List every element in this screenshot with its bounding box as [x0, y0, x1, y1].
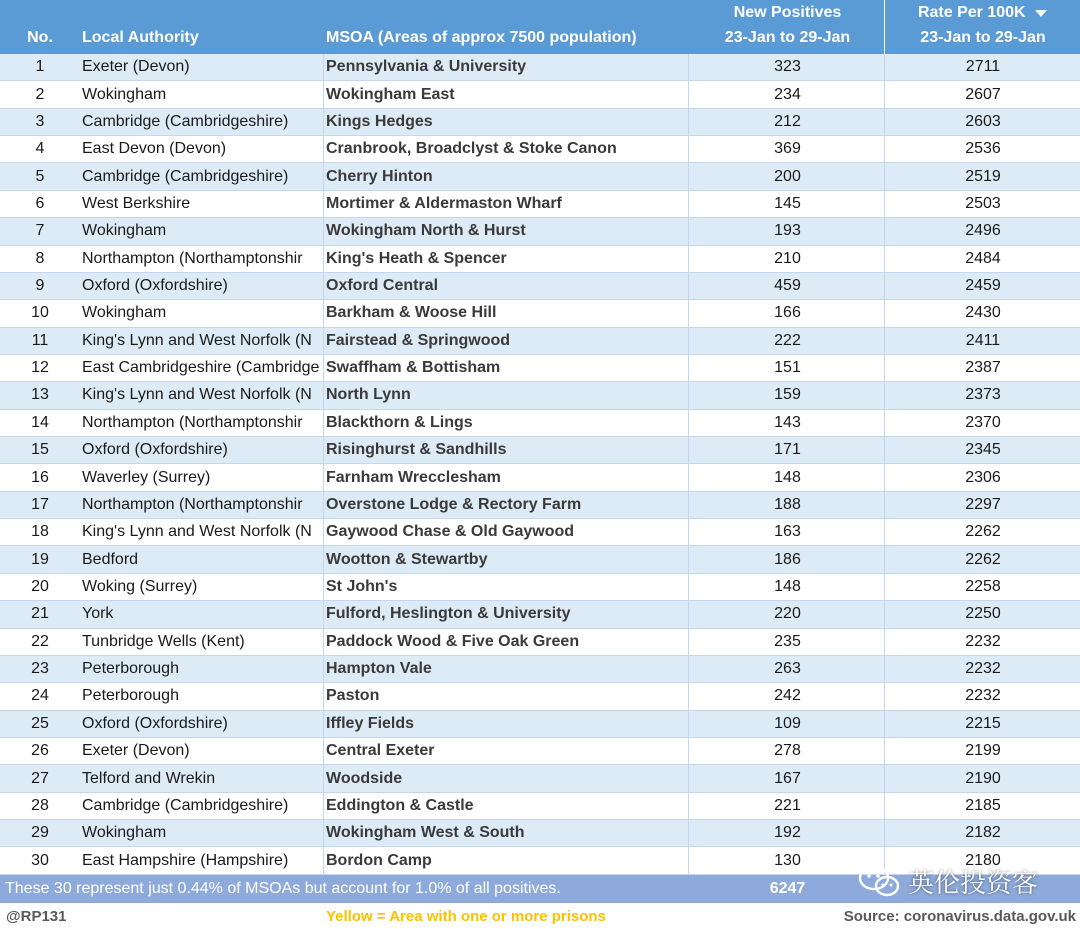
column-divider: [884, 54, 885, 80]
table-row: [0, 328, 1080, 355]
column-divider: [884, 355, 885, 381]
cell-rate: 2345: [965, 441, 1001, 459]
cell-new-positives: 459: [774, 277, 801, 295]
cell-no: 27: [31, 769, 49, 787]
cell-local-authority: Bedford: [82, 550, 139, 568]
cell-msoa: Oxford Central: [326, 277, 439, 295]
cell-rate: 2180: [965, 851, 1001, 869]
header-msoa: MSOA (Areas of approx 7500 population): [326, 29, 637, 46]
cell-no: 10: [31, 304, 49, 322]
cell-new-positives: 212: [774, 112, 801, 130]
column-divider: [688, 273, 689, 299]
column-divider: [688, 656, 689, 682]
table-row: [0, 246, 1080, 273]
cell-msoa: Wootton & Stewartby: [326, 550, 488, 568]
column-divider: [688, 683, 689, 709]
cell-new-positives: 193: [774, 222, 801, 240]
footer: [0, 903, 1080, 929]
cell-msoa: Overstone Lodge & Rectory Farm: [326, 495, 582, 513]
column-divider: [688, 601, 689, 627]
table-row: [0, 711, 1080, 738]
header-local-authority: Local Authority: [82, 29, 199, 46]
cell-new-positives: 166: [774, 304, 801, 322]
cell-new-positives: 369: [774, 140, 801, 158]
column-divider: [323, 218, 324, 244]
column-divider: [688, 738, 689, 764]
column-divider: [884, 410, 885, 436]
column-divider: [323, 656, 324, 682]
cell-no: 11: [31, 331, 49, 349]
column-divider: [688, 437, 689, 463]
cell-new-positives: 278: [774, 742, 801, 760]
column-divider: [323, 574, 324, 600]
column-divider: [323, 464, 324, 490]
column-divider: [884, 300, 885, 326]
cell-msoa: North Lynn: [326, 386, 411, 404]
column-divider: [323, 163, 324, 189]
column-divider: [323, 793, 324, 819]
table-row: [0, 546, 1080, 573]
column-divider: [323, 437, 324, 463]
column-divider: [688, 492, 689, 518]
cell-local-authority: Telford and Wrekin: [82, 769, 216, 787]
cell-rate: 2258: [965, 578, 1001, 595]
table-header: [0, 0, 1080, 54]
column-divider: [884, 273, 885, 299]
cell-new-positives: 263: [774, 660, 801, 678]
table-row: [0, 218, 1080, 245]
cell-new-positives: 148: [774, 578, 801, 595]
table-row: [0, 300, 1080, 327]
column-divider: [323, 683, 324, 709]
cell-rate: 2536: [965, 140, 1001, 158]
column-divider: [688, 847, 689, 873]
cell-local-authority: Peterborough: [82, 660, 179, 678]
column-divider: [688, 546, 689, 572]
cell-no: 21: [31, 605, 49, 623]
cell-no: 7: [35, 222, 45, 240]
cell-new-positives: 235: [774, 632, 801, 650]
cell-local-authority: Exeter (Devon): [82, 58, 190, 76]
cell-rate: 2262: [965, 550, 1001, 568]
column-divider: [884, 793, 885, 819]
cell-rate: 2199: [965, 742, 1001, 760]
column-divider: [688, 793, 689, 819]
cell-local-authority: Peterborough: [82, 687, 179, 705]
cell-local-authority: Wokingham: [82, 85, 167, 103]
cell-msoa: Cherry Hinton: [326, 167, 433, 185]
table-row: [0, 629, 1080, 656]
cell-rate: 2430: [965, 304, 1001, 322]
column-divider: [884, 464, 885, 490]
table-row: [0, 191, 1080, 218]
cell-no: 23: [31, 660, 49, 678]
cell-rate: 2373: [965, 386, 1001, 404]
cell-no: 14: [31, 413, 49, 431]
cell-no: 6: [35, 194, 45, 212]
cell-msoa: Risinghurst & Sandhills: [326, 441, 507, 459]
cell-rate: 2190: [965, 769, 1001, 787]
table-row: [0, 54, 1080, 81]
cell-rate: 2297: [965, 495, 1001, 513]
cell-local-authority: Cambridge (Cambridgeshire): [82, 112, 289, 130]
column-divider: [884, 246, 885, 272]
cell-new-positives: 145: [774, 194, 801, 212]
column-divider: [884, 546, 885, 572]
table-row: [0, 355, 1080, 382]
column-divider: [884, 601, 885, 627]
cell-local-authority: Exeter (Devon): [82, 742, 190, 760]
cell-msoa: King's Heath & Spencer: [326, 249, 507, 267]
data-source: Source: coronavirus.data.gov.uk: [843, 907, 1076, 925]
cell-new-positives: 186: [774, 550, 801, 568]
column-divider: [688, 355, 689, 381]
column-divider: [323, 273, 324, 299]
cell-msoa: Cranbrook, Broadclyst & Stoke Canon: [326, 140, 617, 158]
column-divider: [884, 163, 885, 189]
column-divider: [323, 410, 324, 436]
cell-no: 26: [31, 742, 49, 760]
cell-no: 29: [31, 824, 49, 842]
cell-no: 9: [35, 277, 45, 295]
table-body: [0, 54, 1080, 875]
table-row: [0, 464, 1080, 491]
table-row: [0, 109, 1080, 136]
column-divider: [884, 820, 885, 846]
column-divider: [323, 382, 324, 408]
column-divider: [688, 191, 689, 217]
cell-no: 28: [31, 796, 49, 814]
column-divider: [884, 629, 885, 655]
cell-new-positives: 323: [774, 58, 801, 76]
cell-new-positives: 163: [774, 523, 801, 541]
cell-new-positives: 151: [774, 359, 801, 377]
cell-rate: 2711: [965, 58, 1001, 76]
column-divider: [884, 765, 885, 791]
cell-rate: 2603: [965, 112, 1001, 130]
cell-no: 18: [31, 523, 49, 541]
column-divider: [884, 81, 885, 107]
table-row: [0, 574, 1080, 601]
cell-new-positives: 200: [774, 167, 801, 185]
cell-rate: 2232: [965, 687, 1001, 705]
cell-local-authority: Wokingham: [82, 222, 167, 240]
cell-local-authority: Oxford (Oxfordshire): [82, 277, 228, 295]
header-new-positives-dates: 23-Jan to 29-Jan: [724, 29, 851, 46]
column-divider: [323, 300, 324, 326]
cell-msoa: Central Exeter: [326, 742, 435, 760]
header-rate-title[interactable]: [886, 4, 1080, 22]
cell-local-authority: Woking (Surrey): [82, 578, 198, 595]
cell-no: 19: [31, 550, 49, 568]
cell-local-authority: Cambridge (Cambridgeshire): [82, 796, 289, 814]
column-divider: [884, 574, 885, 600]
cell-local-authority: Northampton (Northamptonshir: [82, 495, 303, 513]
column-divider: [323, 191, 324, 217]
column-divider: [688, 136, 689, 162]
cell-new-positives: 167: [774, 769, 801, 787]
column-divider: [884, 136, 885, 162]
cell-msoa: Wokingham East: [326, 85, 455, 103]
cell-msoa: Fairstead & Springwood: [326, 331, 511, 349]
table-row: [0, 437, 1080, 464]
cell-new-positives: 220: [774, 605, 801, 623]
column-divider: [884, 109, 885, 135]
column-divider: [323, 738, 324, 764]
column-divider: [688, 54, 689, 80]
cell-local-authority: York: [82, 605, 114, 623]
table-row: [0, 656, 1080, 683]
column-divider: [884, 656, 885, 682]
cell-msoa: Fulford, Heslington & University: [326, 605, 571, 623]
cell-no: 13: [31, 386, 49, 404]
cell-no: 2: [35, 85, 45, 103]
summary-text: These 30 represent just 0.44% of MSOAs but account for 1.0% of all positives.: [5, 880, 561, 897]
cell-rate: 2607: [965, 85, 1001, 103]
cell-rate: 2306: [965, 468, 1001, 486]
cell-new-positives: 222: [774, 331, 801, 349]
cell-no: 22: [31, 632, 49, 650]
table-row: [0, 81, 1080, 108]
table-row: [0, 820, 1080, 847]
cell-no: 3: [35, 112, 45, 130]
cell-msoa: St John's: [326, 578, 398, 595]
column-divider: [688, 300, 689, 326]
cell-new-positives: 242: [774, 687, 801, 705]
cell-no: 8: [35, 249, 45, 267]
column-divider: [323, 765, 324, 791]
cell-rate: 2484: [965, 249, 1001, 267]
cell-local-authority: Northampton (Northamptonshir: [82, 249, 303, 267]
column-divider: [688, 328, 689, 354]
cell-no: 5: [35, 167, 45, 185]
table-row: [0, 136, 1080, 163]
cell-local-authority: West Berkshire: [82, 194, 191, 212]
cell-rate: 2411: [965, 331, 1001, 349]
table-row: [0, 793, 1080, 820]
cell-rate: 2503: [965, 194, 1001, 212]
cell-msoa: Paddock Wood & Five Oak Green: [326, 632, 580, 650]
cell-msoa: Gaywood Chase & Old Gaywood: [326, 523, 575, 541]
table-row: [0, 765, 1080, 792]
column-divider: [688, 820, 689, 846]
cell-rate: 2496: [965, 222, 1001, 240]
cell-msoa: Hampton Vale: [326, 660, 432, 678]
cell-new-positives: 192: [774, 824, 801, 842]
column-divider: [688, 218, 689, 244]
cell-rate: 2185: [965, 796, 1001, 814]
column-divider: [884, 683, 885, 709]
cell-no: 16: [31, 468, 49, 486]
header-rate-label: Rate Per 100K: [917, 4, 1026, 21]
column-divider: [323, 81, 324, 107]
cell-no: 20: [31, 578, 49, 595]
cell-local-authority: King's Lynn and West Norfolk (N: [82, 331, 312, 349]
column-divider: [323, 847, 324, 873]
table-row: [0, 163, 1080, 190]
cell-new-positives: 221: [774, 796, 801, 814]
cell-rate: 2262: [965, 523, 1001, 541]
column-divider: [884, 519, 885, 545]
header-new-positives-title: New Positives: [733, 4, 842, 21]
column-divider: [884, 328, 885, 354]
column-divider: [884, 738, 885, 764]
cell-msoa: Iffley Fields: [326, 714, 415, 732]
table-row: [0, 492, 1080, 519]
cell-new-positives: 234: [774, 85, 801, 103]
column-divider: [688, 109, 689, 135]
column-divider: [688, 574, 689, 600]
column-divider: [688, 81, 689, 107]
cell-no: 17: [31, 495, 49, 513]
column-divider: [323, 355, 324, 381]
column-divider: [323, 601, 324, 627]
cell-msoa: Pennsylvania & University: [326, 58, 527, 76]
watermark-text: 英伦投资客: [908, 868, 1039, 899]
table-row: [0, 601, 1080, 628]
cell-msoa: Mortimer & Aldermaston Wharf: [326, 194, 562, 212]
watermark: [858, 862, 1038, 900]
cell-rate: 2519: [965, 167, 1001, 185]
cell-rate: 2182: [965, 824, 1001, 842]
cell-rate: 2459: [965, 277, 1001, 295]
cell-local-authority: King's Lynn and West Norfolk (N: [82, 386, 312, 404]
cell-local-authority: Northampton (Northamptonshir: [82, 413, 303, 431]
cell-msoa: Woodside: [326, 769, 403, 787]
cell-no: 30: [31, 851, 49, 869]
cell-local-authority: Wokingham: [82, 304, 167, 322]
cell-msoa: Farnham Wrecclesham: [326, 468, 501, 486]
wechat-icon: [858, 864, 902, 898]
column-divider: [688, 163, 689, 189]
cell-local-authority: Cambridge (Cambridgeshire): [82, 167, 289, 185]
cell-msoa: Bordon Camp: [326, 851, 432, 869]
cell-new-positives: 148: [774, 468, 801, 486]
column-divider: [323, 246, 324, 272]
summary-total-positives: 6247: [769, 880, 806, 897]
table-row: [0, 683, 1080, 710]
cell-new-positives: 143: [774, 413, 801, 431]
column-divider: [323, 711, 324, 737]
header-rate-dates: 23-Jan to 29-Jan: [920, 29, 1046, 46]
cell-rate: 2250: [965, 605, 1001, 623]
column-divider: [323, 328, 324, 354]
cell-local-authority: East Devon (Devon): [82, 140, 227, 158]
cell-msoa: Wokingham West & South: [326, 824, 525, 842]
column-divider: [688, 711, 689, 737]
cell-msoa: Eddington & Castle: [326, 796, 474, 814]
cell-local-authority: Oxford (Oxfordshire): [82, 441, 228, 459]
cell-rate: 2232: [965, 660, 1001, 678]
cell-local-authority: East Cambridgeshire (Cambridge: [82, 359, 320, 377]
column-divider: [323, 820, 324, 846]
column-divider: [688, 519, 689, 545]
column-divider: [323, 54, 324, 80]
cell-new-positives: 210: [774, 249, 801, 267]
cell-new-positives: 171: [774, 441, 801, 459]
cell-msoa: Blackthorn & Lings: [326, 413, 473, 431]
cell-local-authority: Wokingham: [82, 824, 167, 842]
cell-rate: 2232: [965, 632, 1001, 650]
cell-rate: 2215: [965, 714, 1001, 732]
cell-msoa: Barkham & Woose Hill: [326, 304, 497, 322]
cell-no: 1: [35, 58, 45, 76]
author-handle: @RP131: [6, 907, 67, 925]
column-divider: [884, 382, 885, 408]
column-divider: [323, 109, 324, 135]
cell-local-authority: Oxford (Oxfordshire): [82, 714, 228, 732]
column-divider: [323, 546, 324, 572]
cell-rate: 2370: [965, 413, 1001, 431]
header-no: No.: [27, 29, 53, 46]
cell-local-authority: King's Lynn and West Norfolk (N: [82, 523, 312, 541]
column-divider: [688, 765, 689, 791]
cell-msoa: Paston: [326, 687, 380, 705]
cell-no: 24: [31, 687, 49, 705]
column-divider: [884, 437, 885, 463]
table-row: [0, 738, 1080, 765]
column-divider: [688, 629, 689, 655]
cell-msoa: Wokingham North & Hurst: [326, 222, 526, 240]
cell-no: 4: [35, 140, 45, 158]
cell-local-authority: Waverley (Surrey): [82, 468, 211, 486]
column-divider: [323, 492, 324, 518]
cell-new-positives: 130: [774, 851, 801, 869]
prison-legend: Yellow = Area with one or more prisons: [326, 907, 606, 925]
table-row: [0, 519, 1080, 546]
header-divider: [884, 0, 885, 54]
column-divider: [688, 246, 689, 272]
cell-no: 12: [31, 359, 49, 377]
cell-no: 25: [31, 714, 49, 732]
column-divider: [884, 218, 885, 244]
cell-msoa: Kings Hedges: [326, 112, 433, 130]
column-divider: [688, 464, 689, 490]
sort-descending-icon[interactable]: [1034, 8, 1048, 18]
column-divider: [323, 136, 324, 162]
column-divider: [884, 711, 885, 737]
cell-msoa: Swaffham & Bottisham: [326, 359, 501, 377]
column-divider: [884, 191, 885, 217]
column-divider: [323, 629, 324, 655]
column-divider: [323, 519, 324, 545]
cell-new-positives: 188: [774, 495, 801, 513]
cell-new-positives: 109: [774, 714, 801, 732]
table-row: [0, 382, 1080, 409]
cell-no: 15: [31, 441, 49, 459]
cell-local-authority: Tunbridge Wells (Kent): [82, 632, 245, 650]
cell-new-positives: 159: [774, 386, 801, 404]
table-row: [0, 273, 1080, 300]
cell-local-authority: East Hampshire (Hampshire): [82, 851, 289, 869]
column-divider: [884, 492, 885, 518]
cell-rate: 2387: [965, 359, 1001, 377]
table-row: [0, 410, 1080, 437]
column-divider: [688, 382, 689, 408]
column-divider: [688, 410, 689, 436]
